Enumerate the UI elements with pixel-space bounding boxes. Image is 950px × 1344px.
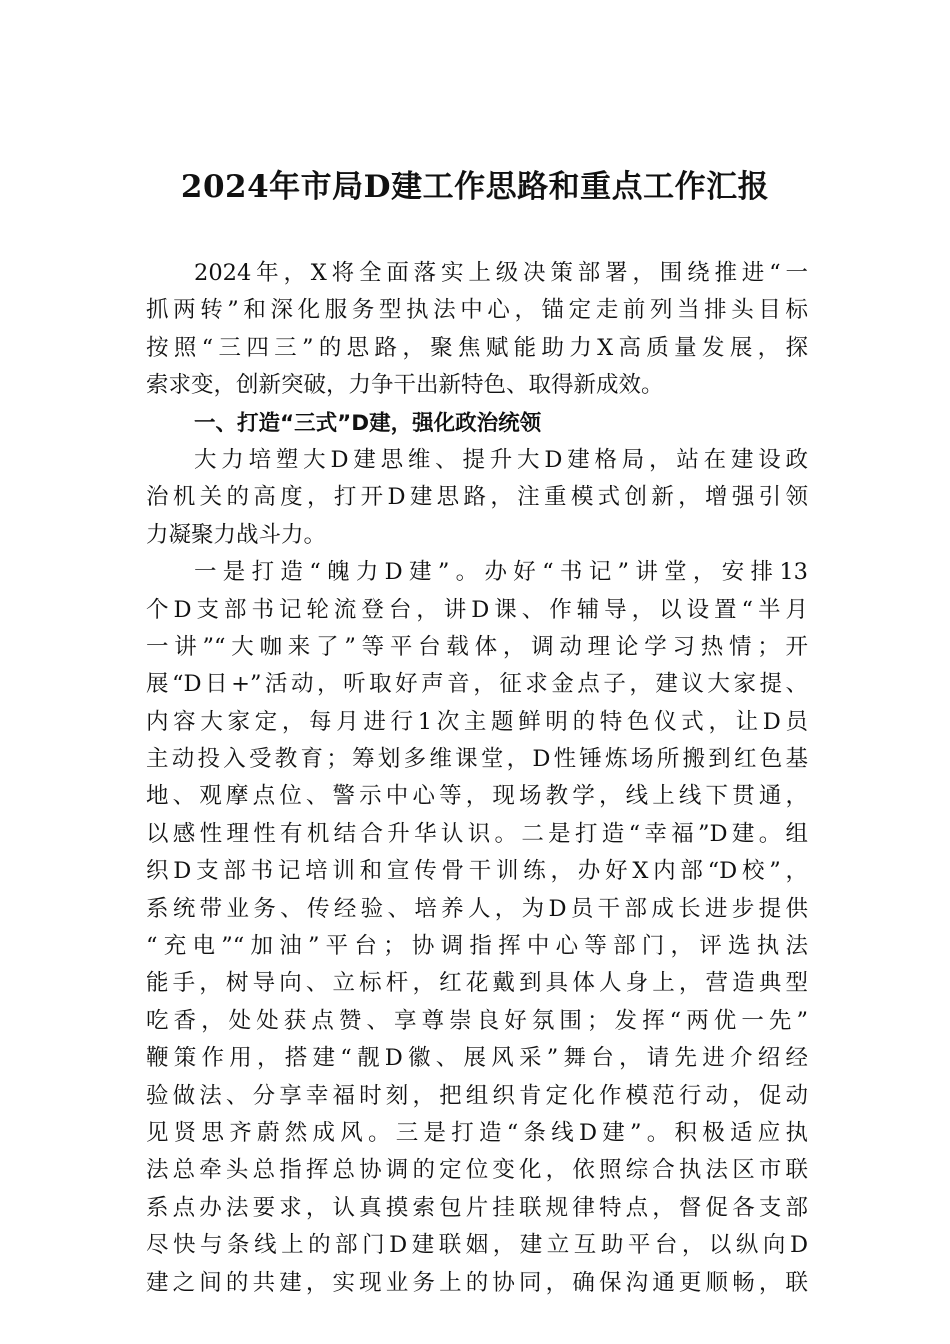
body-line: 展“D日+”活动，听取好声音，征求金点子，建议大家提、	[146, 671, 808, 698]
body-line: 力凝聚力战斗力。	[146, 521, 327, 548]
body-line: 以感性理性有机结合升华认识。二是打造“幸福”D建。组	[146, 820, 808, 847]
document-title: 2024年市局D建工作思路和重点工作汇报	[180, 169, 770, 205]
body-line: 2024年，X将全面落实上级决策部署，围绕推进“一	[194, 260, 808, 286]
body-line: 内容大家定，每月进行1次主题鲜明的特色仪式，让D员	[146, 708, 808, 735]
body-line: 抓两转”和深化服务型执法中心，锚定走前列当排头目标	[146, 297, 808, 324]
body-line: 治机关的高度，打开D建思路，注重模式创新，增强引领	[146, 484, 808, 511]
body-line: 地、观摩点位、警示中心等，现场教学，线上线下贯通，	[146, 783, 808, 810]
section-heading: 一、打造“三式”D建，强化政治统领	[194, 410, 542, 436]
body-line: 大力培塑大D建思维、提升大D建格局，站在建设政	[194, 446, 808, 473]
document-body	[146, 255, 808, 1302]
body-line: 验做法、分享幸福时刻，把组织肯定化作模范行动，促动	[146, 1082, 808, 1109]
body-line: 主动投入受教育；筹划多维课堂，D性锤炼场所搬到红色基	[146, 746, 808, 773]
body-line: 鞭策作用，搭建“靓D徽、展风采”舞台，请先进介绍经	[146, 1045, 808, 1072]
body-line: 法总牵头总指挥总协调的定位变化，依照综合执法区市联	[146, 1157, 808, 1184]
body-line: 见贤思齐蔚然成风。三是打造“条线D建”。积极适应执	[146, 1119, 808, 1146]
body-line: 按照“三四三”的思路，聚焦赋能助力X高质量发展，探	[146, 334, 808, 361]
body-line: 建之间的共建，实现业务上的协同，确保沟通更顺畅，联	[146, 1269, 808, 1296]
body-line: “充电”“加油”平台；协调指挥中心等部门，评选执法	[146, 933, 808, 960]
body-line: 索求变，创新突破，力争干出新特色、取得新成效。	[146, 372, 664, 399]
body-line: 尽快与条线上的部门D建联姻，建立互助平台，以纵向D	[146, 1232, 808, 1259]
body-line: 系统带业务、传经验、培养人，为D员干部成长进步提供	[146, 895, 808, 922]
body-line: 系点办法要求，认真摸索包片挂联规律特点，督促各支部	[146, 1194, 808, 1221]
body-line: 吃香，处处获点赞、享尊崇良好氛围；发挥“两优一先”	[146, 1007, 808, 1034]
body-line: 能手，树导向、立标杆，红花戴到具体人身上，营造典型	[146, 970, 808, 997]
body-line: 个D支部书记轮流登台，讲D课、作辅导，以设置“半月	[146, 596, 808, 623]
body-line: 织D支部书记培训和宣传骨干训练，办好X内部“D校”，	[146, 858, 808, 885]
body-line: 一讲”“大咖来了”等平台载体，调动理论学习热情；开	[146, 633, 808, 660]
body-line: 一是打造“魄力D建”。办好“书记”讲堂，安排13	[194, 559, 808, 586]
